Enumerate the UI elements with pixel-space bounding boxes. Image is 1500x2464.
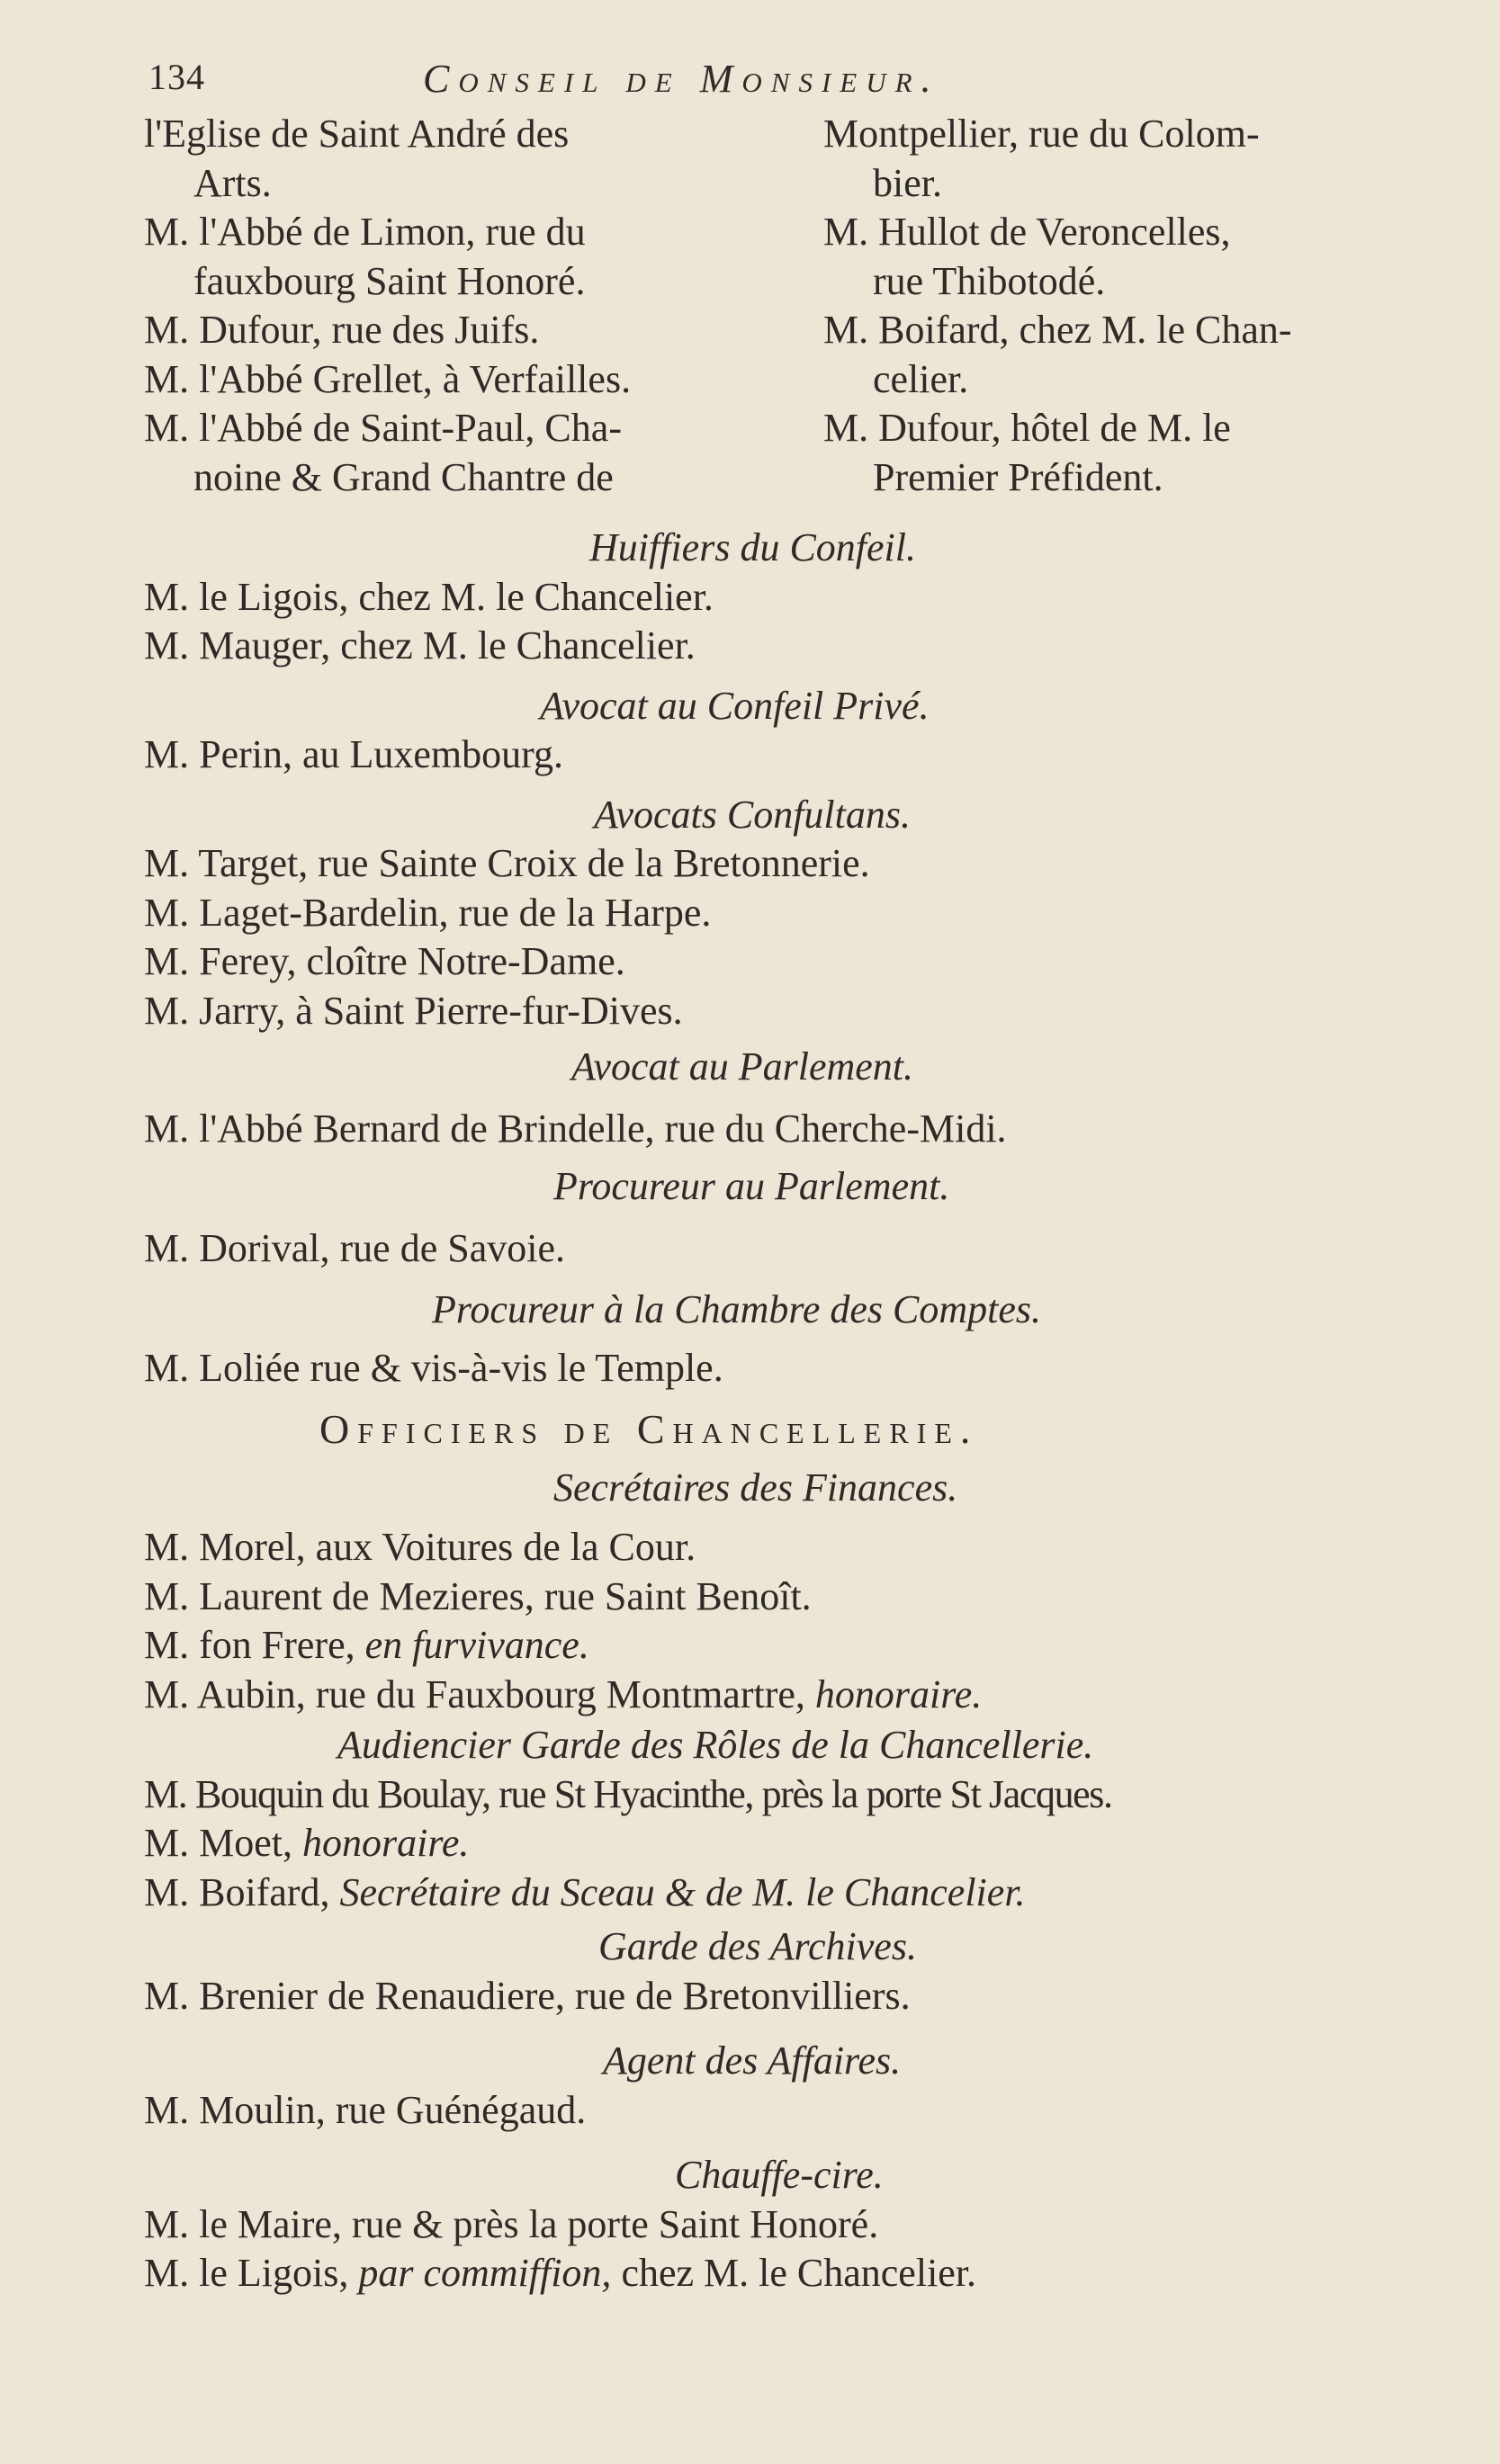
list-item: M. Dufour, hôtel de M. le Premier Préfident. — [823, 406, 1231, 499]
running-title: Conseil de Monsieur. — [423, 57, 940, 101]
section-heading: Audiencier Garde des Rôles de la Chancellerie. — [337, 1723, 1094, 1767]
section-heading: Procureur à la Chambre des Comptes. — [432, 1287, 1042, 1331]
list-item: M. Dufour, rue des Juifs. — [144, 308, 540, 352]
list-item: M. le Ligois, par commiffion, chez M. le Chancelier. — [144, 2251, 977, 2295]
section-heading: Avocat au Confeil Privé. — [540, 683, 930, 728]
list-item: M. l'Abbé Grellet, à Verfailles. — [144, 356, 632, 401]
list-item: Montpellier, rue du Colom- bier. — [823, 112, 1260, 205]
list-item: l'Eglise de Saint André des Arts. — [144, 112, 570, 205]
section-heading: Agent des Affaires. — [603, 2038, 902, 2083]
list-item: M. Laurent de Mezieres, rue Saint Benoît. — [144, 1573, 812, 1618]
section-heading: Secrétaires des Finances. — [553, 1465, 958, 1510]
list-item: M. Hullot de Veroncelles, rue Thibotodé. — [823, 210, 1231, 303]
list-item: M. Brenier de Renaudiere, rue de Bretonvilliers. — [144, 1973, 911, 2018]
page-header — [148, 56, 1453, 110]
section-heading: Avocat au Parlement. — [571, 1044, 914, 1089]
section-heading: Avocats Confultans. — [594, 792, 911, 837]
list-item: M. Target, rue Sainte Croix de la Bretonnerie. — [144, 841, 870, 885]
list-item: M. Perin, au Luxembourg. — [144, 732, 564, 776]
left-column — [144, 110, 774, 502]
list-item: M. Boifard, chez M. le Chan- celier. — [823, 308, 1292, 401]
main-text — [144, 524, 1458, 2298]
list-item: M. Morel, aux Voitures de la Cour. — [144, 1525, 696, 1569]
list-item: M. Moet, honoraire. — [144, 1821, 470, 1865]
list-item: M. Jarry, à Saint Pierre-fur-Dives. — [144, 988, 683, 1033]
section-heading: Officiers de Chancellerie. — [319, 1406, 979, 1452]
list-item: M. l'Abbé de Saint-Paul, Cha- noine & Grand Chantre de — [144, 406, 622, 499]
list-item: M. le Maire, rue & près la porte Saint Honoré. — [144, 2201, 879, 2246]
list-item: M. Ferey, cloître Notre-Dame. — [144, 939, 625, 983]
section-heading: Huiffiers du Confeil. — [589, 525, 916, 569]
list-item: M. Laget-Bardelin, rue de la Harpe. — [144, 890, 712, 935]
page-number: 134 — [148, 57, 205, 97]
list-item: M. Dorival, rue de Savoie. — [144, 1225, 565, 1270]
list-item: M. le Ligois, chez M. le Chancelier. — [144, 574, 714, 619]
list-item: M. Loliée rue & vis-à-vis le Temple. — [144, 1345, 723, 1390]
right-column — [823, 110, 1458, 502]
section-heading: Chauffe-cire. — [675, 2153, 884, 2197]
list-item: M. Boifard, Secrétaire du Sceau & de M. le Chancelier. — [144, 1869, 1026, 1914]
list-item: M. Aubin, rue du Fauxbourg Montmartre, honoraire. — [144, 1671, 983, 1716]
list-item: M. fon Frere, en furvivance. — [144, 1623, 589, 1667]
list-item: M. Moulin, rue Guénégaud. — [144, 2087, 587, 2132]
list-item: M. Mauger, chez M. le Chancelier. — [144, 623, 696, 668]
list-item: M. l'Abbé Bernard de Brindelle, rue du Cherche-Midi. — [144, 1106, 1007, 1151]
list-item: M. Bouquin du Boulay, rue St Hyacinthe, près la porte St Jacques. — [144, 1771, 1112, 1816]
section-heading: Garde des Archives. — [598, 1924, 917, 1968]
list-item: M. l'Abbé de Limon, rue du fauxbourg Saint Honoré. — [144, 210, 586, 303]
section-heading: Procureur au Parlement. — [553, 1164, 950, 1208]
